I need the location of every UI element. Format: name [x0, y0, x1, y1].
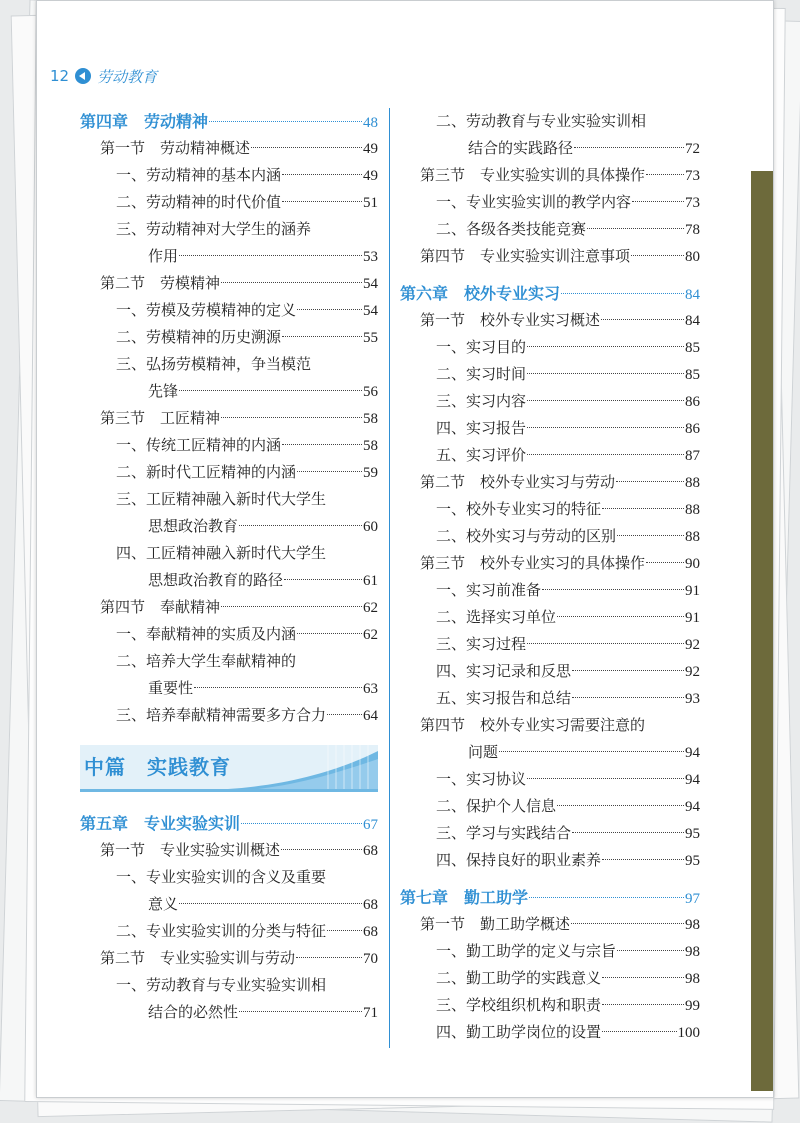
toc-item-entry[interactable]	[400, 189, 700, 216]
dot-leader	[631, 255, 684, 256]
toc-chapter-entry[interactable]	[400, 280, 700, 307]
toc-chapter-entry[interactable]	[80, 810, 378, 837]
toc-entry-title: 第七章 勤工助学	[400, 888, 529, 907]
toc-item-entry[interactable]	[80, 621, 378, 648]
toc-entry-page: 49	[363, 168, 378, 184]
toc-entry-title: 先锋	[148, 382, 179, 400]
toc-entry-page: 86	[685, 421, 700, 437]
toc-cont-entry[interactable]	[80, 243, 378, 270]
toc-entry-page: 58	[363, 411, 378, 427]
toc-item-entry[interactable]	[80, 297, 378, 324]
toc-item-entry[interactable]	[400, 793, 700, 820]
toc-entry-title: 第四节 专业实验实训注意事项	[420, 247, 631, 265]
part-banner	[80, 745, 378, 792]
toc-entry-title: 一、劳动精神的基本内涵	[116, 166, 282, 184]
toc-entry-page: 100	[677, 1025, 700, 1041]
dot-leader	[297, 471, 362, 472]
toc-entry-title: 第二节 校外专业实习与劳动	[420, 473, 616, 491]
toc-item-entry[interactable]	[400, 361, 700, 388]
toc-item-entry[interactable]	[80, 189, 378, 216]
toc-entry-title: 三、学校组织机构和职责	[436, 996, 602, 1014]
dot-leader	[194, 687, 362, 688]
dot-leader	[179, 903, 362, 904]
toc-entry-page: 62	[363, 600, 378, 616]
toc-item-entry[interactable]	[400, 992, 700, 1019]
toc-entry-page: 48	[363, 115, 378, 131]
toc-entry-title: 一、奉献精神的实质及内涵	[116, 625, 297, 643]
dot-leader	[282, 201, 362, 202]
toc-cont-entry[interactable]	[80, 513, 378, 540]
dot-leader	[587, 228, 684, 229]
toc-entry-page: 88	[685, 529, 700, 545]
dot-leader	[251, 147, 362, 148]
toc-entry-page: 59	[363, 465, 378, 481]
toc-entry-title: 二、选择实习单位	[436, 608, 557, 626]
toc-entry-page: 94	[685, 772, 700, 788]
toc-entry-page: 55	[363, 330, 378, 346]
dot-leader	[296, 957, 362, 958]
toc-entry-page: 60	[363, 519, 378, 535]
toc-chapter-entry[interactable]	[400, 884, 700, 911]
toc-entry-title: 第一节 专业实验实训概述	[100, 841, 281, 859]
toc-entry-title: 四、勤工助学岗位的设置	[436, 1023, 602, 1041]
toc-item-entry[interactable]	[80, 351, 378, 378]
dot-leader	[561, 293, 684, 294]
toc-entry-page: 90	[685, 556, 700, 572]
page-number: 12	[50, 67, 70, 85]
toc-item-entry[interactable]	[80, 162, 378, 189]
toc-entry-title: 五、实习报告和总结	[436, 689, 572, 707]
toc-entry-page: 87	[685, 448, 700, 464]
toc-item-entry[interactable]	[80, 432, 378, 459]
dot-leader	[557, 616, 684, 617]
toc-entry-title: 三、学习与实践结合	[436, 824, 572, 842]
dot-leader	[297, 309, 362, 310]
toc-entry-page: 97	[685, 891, 700, 907]
dot-leader	[602, 1031, 676, 1032]
toc-entry-page: 80	[685, 249, 700, 265]
toc-entry-title: 二、各级各类技能竞赛	[436, 220, 587, 238]
toc-entry-title: 一、勤工助学的定义与宗旨	[436, 942, 617, 960]
toc-entry-page: 98	[685, 917, 700, 933]
toc-cont-entry[interactable]	[80, 567, 378, 594]
dot-leader	[527, 643, 684, 644]
toc-entry-title: 一、专业实验实训的含义及重要	[116, 868, 327, 886]
toc-entry-title: 三、实习过程	[436, 635, 527, 653]
dot-leader	[646, 562, 684, 563]
toc-item-entry[interactable]	[80, 324, 378, 351]
dot-leader	[602, 977, 684, 978]
toc-entry-page: 56	[363, 384, 378, 400]
dot-leader	[602, 1004, 684, 1005]
toc-entry-title: 第一节 校外专业实习概述	[420, 311, 601, 329]
toc-cont-entry[interactable]	[80, 378, 378, 405]
dot-leader	[572, 670, 684, 671]
toc-entry-title: 第六章 校外专业实习	[400, 284, 561, 303]
toc-entry-page: 94	[685, 745, 700, 761]
toc-item-entry[interactable]	[80, 648, 378, 675]
toc-entry-title: 三、工匠精神融入新时代大学生	[116, 490, 327, 508]
toc-right-column	[400, 108, 700, 1046]
toc-entry-page: 88	[685, 502, 700, 518]
toc-item-entry[interactable]	[400, 388, 700, 415]
spacer	[400, 874, 700, 884]
toc-entry-page: 98	[685, 971, 700, 987]
dot-leader	[527, 454, 684, 455]
toc-entry-page: 54	[363, 303, 378, 319]
toc-entry-title: 问题	[468, 743, 499, 761]
toc-entry-title: 第三节 专业实验实训的具体操作	[420, 166, 646, 184]
toc-entry-title: 四、工匠精神融入新时代大学生	[116, 544, 327, 562]
dot-leader	[527, 427, 684, 428]
toc-entry-title: 二、实习时间	[436, 365, 527, 383]
toc-entry-title: 四、保持良好的职业素养	[436, 851, 602, 869]
toc-section-entry[interactable]	[400, 307, 700, 334]
dot-leader	[574, 147, 684, 148]
toc-entry-title: 一、实习前准备	[436, 581, 542, 599]
toc-entry-title: 第三节 校外专业实习的具体操作	[420, 554, 646, 572]
toc-entry-page: 64	[363, 708, 378, 724]
toc-entry-page: 68	[363, 843, 378, 859]
toc-entry-page: 72	[685, 141, 700, 157]
toc-entry-page: 78	[685, 222, 700, 238]
toc-entry-page: 53	[363, 249, 378, 265]
toc-entry-title: 第四节 校外专业实习需要注意的	[420, 716, 646, 734]
dot-leader	[617, 950, 684, 951]
dot-leader	[221, 417, 362, 418]
toc-item-entry[interactable]	[400, 442, 700, 469]
toc-item-entry[interactable]	[400, 577, 700, 604]
dot-leader	[646, 174, 684, 175]
book-title: 劳动教育	[97, 67, 158, 86]
toc-entry-page: 49	[363, 141, 378, 157]
toc-section-entry[interactable]	[400, 162, 700, 189]
dot-leader	[282, 336, 362, 337]
column-divider	[389, 108, 390, 1048]
dot-leader	[282, 174, 362, 175]
toc-item-entry[interactable]	[80, 486, 378, 513]
toc-entry-page: 71	[363, 1005, 378, 1021]
dot-leader	[572, 832, 684, 833]
dot-leader	[542, 589, 684, 590]
dot-leader	[499, 751, 684, 752]
toc-entry-title: 第四节 奉献精神	[100, 598, 221, 616]
toc-chapter-entry[interactable]	[80, 108, 378, 135]
toc-entry-title: 四、实习记录和反思	[436, 662, 572, 680]
dot-leader	[529, 897, 684, 898]
dot-leader	[282, 444, 362, 445]
dot-leader	[239, 1011, 362, 1012]
toc-entry-page: 99	[685, 998, 700, 1014]
toc-list	[80, 810, 378, 1026]
toc-entry-title: 一、实习目的	[436, 338, 527, 356]
toc-item-entry[interactable]	[400, 415, 700, 442]
toc-section-entry[interactable]	[400, 550, 700, 577]
toc-section-entry[interactable]	[80, 405, 378, 432]
toc-entry-title: 第四章 劳动精神	[80, 112, 209, 131]
toc-item-entry[interactable]	[400, 820, 700, 847]
toc-entry-page: 85	[685, 367, 700, 383]
toc-entry-title: 二、专业实验实训的分类与特征	[116, 922, 327, 940]
toc-entry-title: 一、劳动教育与专业实验实训相	[116, 976, 327, 994]
part-title: 中篇 实践教育	[84, 755, 231, 779]
toc-entry-title: 结合的必然性	[148, 1003, 239, 1021]
toc-entry-page: 84	[685, 287, 700, 303]
toc-section-entry[interactable]	[400, 911, 700, 938]
toc-entry-title: 思想政治教育	[148, 517, 239, 535]
toc-section-entry[interactable]	[400, 243, 700, 270]
spacer	[400, 270, 700, 280]
toc-entry-title: 作用	[148, 247, 179, 265]
toc-cont-entry[interactable]	[400, 739, 700, 766]
toc-entry-page: 94	[685, 799, 700, 815]
dot-leader	[527, 346, 684, 347]
toc-entry-page: 70	[363, 951, 378, 967]
toc-cont-entry[interactable]	[80, 675, 378, 702]
back-arrow-icon	[75, 68, 91, 84]
toc-entry-title: 三、培养奉献精神需要多方合力	[116, 706, 327, 724]
toc-item-entry[interactable]	[400, 766, 700, 793]
toc-section-entry[interactable]	[80, 594, 378, 621]
toc-entry-title: 二、新时代工匠精神的内涵	[116, 463, 297, 481]
toc-item-entry[interactable]	[80, 702, 378, 729]
page-edge-strip	[751, 171, 773, 1091]
toc-entry-page: 58	[363, 438, 378, 454]
dot-leader	[327, 714, 362, 715]
dot-leader	[281, 849, 362, 850]
toc-entry-page: 91	[685, 610, 700, 626]
toc-item-entry[interactable]	[400, 1019, 700, 1046]
dot-leader	[572, 697, 684, 698]
toc-entry-title: 意义	[148, 895, 179, 913]
toc-entry-page: 88	[685, 475, 700, 491]
toc-entry-title: 五、实习评价	[436, 446, 527, 464]
toc-cont-entry[interactable]	[400, 135, 700, 162]
dot-leader	[284, 579, 362, 580]
dot-leader	[297, 633, 362, 634]
toc-entry-title: 四、实习报告	[436, 419, 527, 437]
toc-entry-title: 第一节 勤工助学概述	[420, 915, 571, 933]
toc-entry-title: 二、保护个人信息	[436, 797, 557, 815]
toc-entry-page: 91	[685, 583, 700, 599]
toc-section-entry[interactable]	[400, 469, 700, 496]
toc-entry-page: 51	[363, 195, 378, 211]
toc-entry-title: 一、劳模及劳模精神的定义	[116, 301, 297, 319]
toc-entry-page: 92	[685, 664, 700, 680]
dot-leader	[616, 481, 684, 482]
dot-leader	[602, 508, 684, 509]
toc-entry-title: 第三节 工匠精神	[100, 409, 221, 427]
banner-wave-graphic	[228, 745, 378, 789]
toc-cont-entry[interactable]	[80, 891, 378, 918]
toc-entry-page: 68	[363, 924, 378, 940]
toc-entry-title: 一、校外专业实习的特征	[436, 500, 602, 518]
toc-entry-page: 68	[363, 897, 378, 913]
dot-leader	[602, 859, 684, 860]
toc-item-entry[interactable]	[400, 334, 700, 361]
toc-cont-entry[interactable]	[80, 999, 378, 1026]
toc-section-entry[interactable]	[400, 712, 700, 739]
toc-item-entry[interactable]	[400, 658, 700, 685]
toc-entry-title: 二、劳动教育与专业实验实训相	[436, 112, 647, 130]
toc-entry-page: 92	[685, 637, 700, 653]
toc-entry-title: 思想政治教育的路径	[148, 571, 284, 589]
toc-entry-title: 结合的实践路径	[468, 139, 574, 157]
toc-entry-title: 二、劳模精神的历史溯源	[116, 328, 282, 346]
toc-item-entry[interactable]	[400, 108, 700, 135]
dot-leader	[179, 390, 362, 391]
toc-entry-page: 61	[363, 573, 378, 589]
toc-entry-title: 第一节 劳动精神概述	[100, 139, 251, 157]
toc-entry-page: 86	[685, 394, 700, 410]
toc-item-entry[interactable]	[80, 540, 378, 567]
toc-item-entry[interactable]	[80, 459, 378, 486]
dot-leader	[527, 400, 684, 401]
toc-entry-title: 二、勤工助学的实践意义	[436, 969, 602, 987]
toc-entry-page: 73	[685, 168, 700, 184]
dot-leader	[527, 778, 684, 779]
toc-item-entry[interactable]	[400, 216, 700, 243]
toc-entry-page: 73	[685, 195, 700, 211]
toc-entry-title: 第五章 专业实验实训	[80, 814, 241, 833]
toc-entry-page: 85	[685, 340, 700, 356]
dot-leader	[327, 930, 362, 931]
toc-item-entry[interactable]	[80, 216, 378, 243]
toc-entry-title: 三、弘扬劳模精神，争当模范	[116, 355, 312, 373]
toc-entry-title: 重要性	[148, 679, 194, 697]
toc-entry-title: 一、专业实验实训的教学内容	[436, 193, 632, 211]
toc-entry-page: 98	[685, 944, 700, 960]
toc-item-entry[interactable]	[400, 523, 700, 550]
toc-item-entry[interactable]	[400, 847, 700, 874]
page-header	[50, 64, 157, 88]
toc-item-entry[interactable]	[400, 604, 700, 631]
toc-section-entry[interactable]	[80, 135, 378, 162]
toc-entry-title: 二、劳动精神的时代价值	[116, 193, 282, 211]
toc-item-entry[interactable]	[400, 685, 700, 712]
toc-entry-page: 95	[685, 853, 700, 869]
toc-entry-title: 三、实习内容	[436, 392, 527, 410]
toc-entry-title: 三、劳动精神对大学生的涵养	[116, 220, 312, 238]
toc-entry-title: 二、校外实习与劳动的区别	[436, 527, 617, 545]
toc-section-entry[interactable]	[80, 945, 378, 972]
toc-entry-page: 62	[363, 627, 378, 643]
toc-list	[400, 108, 700, 1046]
toc-entry-title: 一、实习协议	[436, 770, 527, 788]
toc-section-entry[interactable]	[80, 270, 378, 297]
toc-item-entry[interactable]	[400, 938, 700, 965]
toc-entry-page: 63	[363, 681, 378, 697]
dot-leader	[527, 373, 684, 374]
toc-item-entry[interactable]	[400, 631, 700, 658]
toc-entry-title: 第二节 专业实验实训与劳动	[100, 949, 296, 967]
toc-left-column	[80, 108, 378, 1026]
dot-leader	[241, 823, 362, 824]
dot-leader	[632, 201, 684, 202]
toc-entry-page: 54	[363, 276, 378, 292]
toc-entry-page: 93	[685, 691, 700, 707]
dot-leader	[221, 282, 362, 283]
dot-leader	[209, 121, 362, 122]
dot-leader	[221, 606, 362, 607]
toc-entry-title: 一、传统工匠精神的内涵	[116, 436, 282, 454]
dot-leader	[617, 535, 684, 536]
toc-item-entry[interactable]	[400, 965, 700, 992]
toc-entry-page: 84	[685, 313, 700, 329]
dot-leader	[239, 525, 362, 526]
dot-leader	[571, 923, 684, 924]
toc-item-entry[interactable]	[80, 972, 378, 999]
toc-section-entry[interactable]	[80, 837, 378, 864]
toc-entry-page: 95	[685, 826, 700, 842]
toc-list	[80, 108, 378, 729]
toc-entry-title: 第二节 劳模精神	[100, 274, 221, 292]
dot-leader	[557, 805, 684, 806]
dot-leader	[179, 255, 362, 256]
toc-entry-title: 二、培养大学生奉献精神的	[116, 652, 297, 670]
toc-entry-page: 67	[363, 817, 378, 833]
toc-item-entry[interactable]	[400, 496, 700, 523]
toc-item-entry[interactable]	[80, 864, 378, 891]
toc-item-entry[interactable]	[80, 918, 378, 945]
dot-leader	[601, 319, 684, 320]
